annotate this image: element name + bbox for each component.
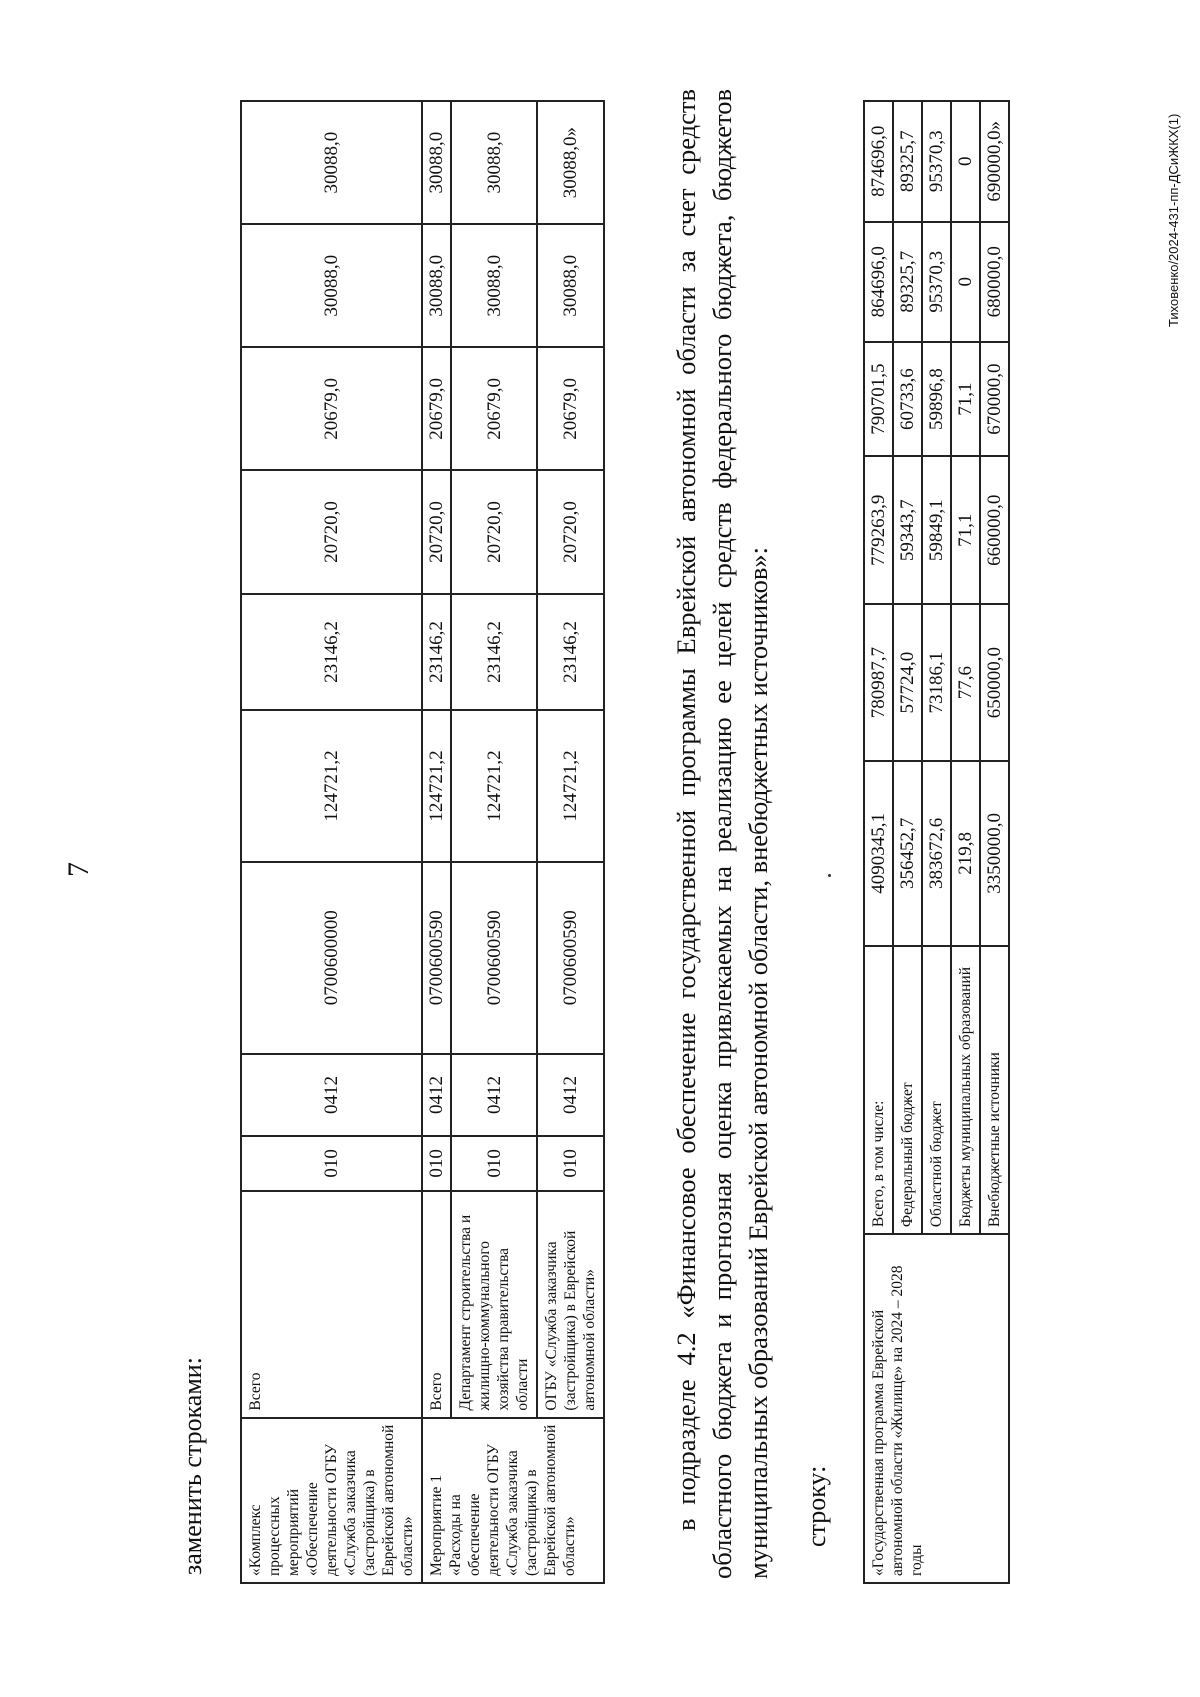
cell-name: «Комплекс процессных мероприятий «Обеспечение деятельности ОГБУ «Служба заказчика (застройщика) в Еврейской автономной области» bbox=[241, 1418, 422, 1583]
cell-value: 89325,7 bbox=[893, 222, 922, 342]
cell-value: 0 bbox=[951, 101, 980, 222]
cell-value: 124721,2 bbox=[451, 710, 537, 861]
cell-csr: 0700600590 bbox=[537, 862, 604, 1054]
cell-value: 57724,0 bbox=[893, 604, 922, 761]
cell-csr: 0700600000 bbox=[241, 862, 422, 1054]
cell-value: 73186,1 bbox=[922, 604, 951, 761]
cell-value: 864696,0 bbox=[864, 222, 893, 342]
cell-value: 20679,0 bbox=[422, 347, 451, 470]
cell-value: 874696,0 bbox=[864, 101, 893, 222]
cell-grbs: 010 bbox=[422, 1136, 451, 1191]
cell-value: 4090345,1 bbox=[864, 761, 893, 945]
cell-value: 30088,0 bbox=[422, 224, 451, 347]
page-number: 7 bbox=[62, 862, 95, 877]
cell-sub: Всего bbox=[422, 1191, 451, 1418]
table-financing-row bbox=[863, 100, 1010, 1584]
cell-value: 670000,0 bbox=[980, 342, 1009, 456]
cell-value: 779263,9 bbox=[864, 456, 893, 604]
footer-code: Тиховенко/2024-431-пп-ДСиЖКХ(1) bbox=[1166, 113, 1181, 327]
table-replacement-rows bbox=[240, 100, 605, 1584]
cell-value: 780987,7 bbox=[864, 604, 893, 761]
cell-csr: 0700600590 bbox=[451, 862, 537, 1054]
cell-value: 356452,7 bbox=[893, 761, 922, 945]
cell-value: 124721,2 bbox=[537, 710, 604, 861]
lead-text: заменить строками: bbox=[178, 1357, 207, 1575]
cell-value: 20679,0 bbox=[537, 347, 604, 470]
cell-value: 59343,7 bbox=[893, 456, 922, 604]
stroku-label: строку: bbox=[802, 1465, 831, 1547]
cell-value: 20720,0 bbox=[537, 470, 604, 593]
cell-category: Всего, в том числе: bbox=[864, 946, 893, 1235]
cell-name: Мероприятие 1 «Расходы на обеспечение деятельности ОГБУ «Служба заказчика (застройщика) в Еврейской автономной области» bbox=[422, 1418, 604, 1583]
cell-value: 660000,0 bbox=[980, 456, 1009, 604]
cell-value: 23146,2 bbox=[451, 594, 537, 711]
cell-value: 30088,0 bbox=[241, 101, 422, 224]
cell-sub: ОГБУ «Служба заказчика (застройщика) в Еврейской автономной области» bbox=[537, 1191, 604, 1418]
cell-value: 0 bbox=[951, 222, 980, 342]
cell-value: 650000,0 bbox=[980, 604, 1009, 761]
table-row bbox=[241, 101, 422, 1583]
cell-rzpr: 0412 bbox=[241, 1054, 422, 1136]
cell-category: Внебюджетные источники bbox=[980, 946, 1009, 1235]
cell-grbs: 010 bbox=[451, 1136, 537, 1191]
scan-dot bbox=[828, 874, 831, 877]
cell-category: Областной бюджет bbox=[922, 946, 951, 1235]
cell-value: 20679,0 bbox=[241, 347, 422, 470]
cell-category: Федеральный бюджет bbox=[893, 946, 922, 1235]
cell-grbs: 010 bbox=[241, 1136, 422, 1191]
cell-value: 59896,8 bbox=[922, 342, 951, 456]
cell-sub: Департамент строительства и жилищно-коммунального хозяйства правительства области bbox=[451, 1191, 537, 1418]
cell-value: 30088,0 bbox=[451, 224, 537, 347]
paragraph-text: в подразделе 4.2 «Финансовое обеспечение государственной программы Еврейской автономной области за счет средств областного бюджета и прогнозная оценка привлекаемых на реализацию ее целей средств федерального бюджета, бюджетов муниципальных образований Еврейской автономной области, внебюджетных источников»: bbox=[671, 89, 773, 1579]
table-row bbox=[451, 101, 537, 1583]
cell-grbs: 010 bbox=[537, 1136, 604, 1191]
cell-value: 71,1 bbox=[951, 342, 980, 456]
cell-value: 60733,6 bbox=[893, 342, 922, 456]
cell-value: 3350000,0 bbox=[980, 761, 1009, 945]
cell-rzpr: 0412 bbox=[537, 1054, 604, 1136]
cell-value: 95370,3 bbox=[922, 222, 951, 342]
cell-value: 680000,0 bbox=[980, 222, 1009, 342]
cell-category: Бюджеты муниципальных образований bbox=[951, 946, 980, 1235]
cell-rzpr: 0412 bbox=[451, 1054, 537, 1136]
cell-value: 124721,2 bbox=[422, 710, 451, 861]
cell-value: 23146,2 bbox=[537, 594, 604, 711]
cell-value: 30088,0 bbox=[537, 224, 604, 347]
cell-value: 30088,0 bbox=[451, 101, 537, 224]
cell-value: 790701,5 bbox=[864, 342, 893, 456]
cell-value: 30088,0» bbox=[537, 101, 604, 224]
cell-value: 71,1 bbox=[951, 456, 980, 604]
cell-value: 219,8 bbox=[951, 761, 980, 945]
table-row bbox=[422, 101, 451, 1583]
cell-program: «Государственная программа Еврейской автономной области «Жилище» на 2024 – 2028 годы bbox=[864, 1234, 1009, 1583]
cell-value: 383672,6 bbox=[922, 761, 951, 945]
cell-value: 30088,0 bbox=[241, 224, 422, 347]
cell-value: 20720,0 bbox=[422, 470, 451, 593]
cell-value: 23146,2 bbox=[422, 594, 451, 711]
cell-value: 89325,7 bbox=[893, 101, 922, 222]
cell-value: 20679,0 bbox=[451, 347, 537, 470]
cell-csr: 0700600590 bbox=[422, 862, 451, 1054]
cell-value: 23146,2 bbox=[241, 594, 422, 711]
cell-value: 124721,2 bbox=[241, 710, 422, 861]
cell-rzpr: 0412 bbox=[422, 1054, 451, 1136]
subsection-paragraph bbox=[668, 89, 776, 1579]
cell-value: 59849,1 bbox=[922, 456, 951, 604]
table-row bbox=[864, 101, 893, 1583]
cell-value: 95370,3 bbox=[922, 101, 951, 222]
cell-value: 20720,0 bbox=[241, 470, 422, 593]
cell-value: 20720,0 bbox=[451, 470, 537, 593]
table-row bbox=[537, 101, 604, 1583]
cell-value: 77,6 bbox=[951, 604, 980, 761]
cell-value: 690000,0» bbox=[980, 101, 1009, 222]
cell-value: 30088,0 bbox=[422, 101, 451, 224]
cell-sub: Всего bbox=[241, 1191, 422, 1418]
